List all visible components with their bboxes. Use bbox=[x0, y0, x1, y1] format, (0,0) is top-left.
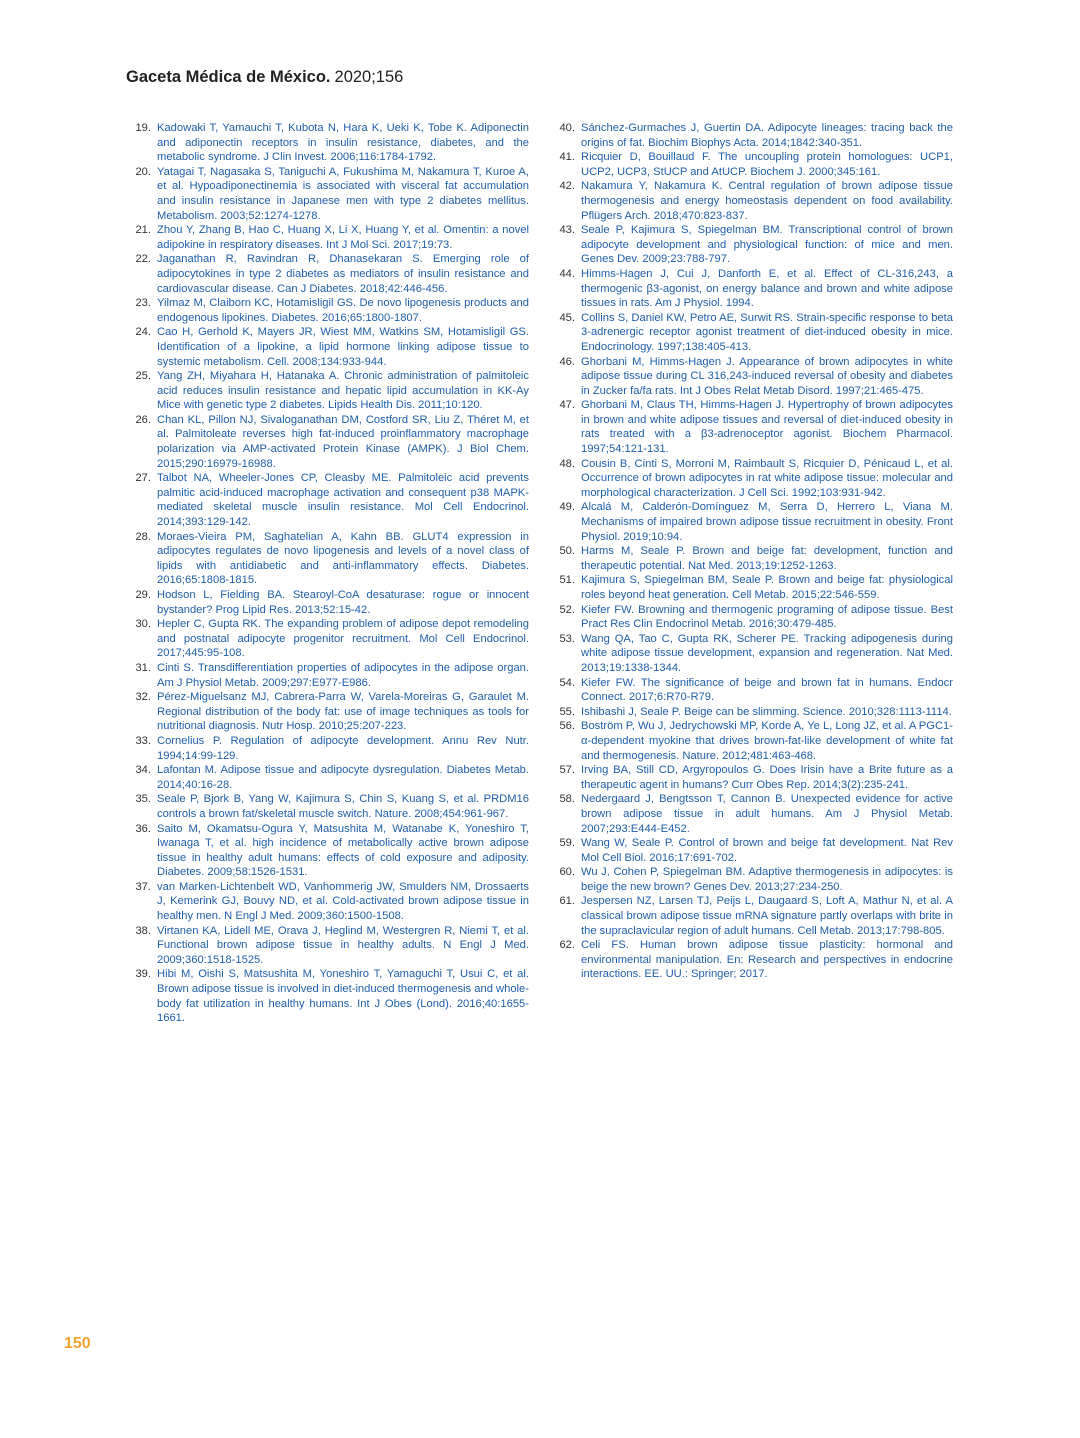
running-header bbox=[126, 68, 403, 87]
reference-item bbox=[133, 121, 529, 165]
reference-item bbox=[557, 603, 953, 632]
reference-number: 53. bbox=[559, 632, 575, 645]
reference-text[interactable]: Irving BA, Still CD, Argyropoulos G. Does Irisin have a Brite future as a therapeutic agent in humans? Curr Obes Rep. 2014;3(2):235-241. bbox=[581, 764, 953, 791]
reference-item bbox=[133, 530, 529, 588]
reference-item bbox=[133, 617, 529, 661]
reference-number: 50. bbox=[559, 545, 575, 558]
reference-item bbox=[133, 967, 529, 1025]
reference-text[interactable]: Ricquier D, Bouillaud F. The uncoupling protein homologues: UCP1, UCP2, UCP3, StUCP and AtUCP. Biochem J. 2000;345:161. bbox=[581, 151, 953, 178]
reference-item bbox=[133, 690, 529, 734]
reference-item bbox=[557, 705, 953, 720]
reference-text[interactable]: Seale P, Bjork B, Yang W, Kajimura S, Chin S, Kuang S, et al. PRDM16 controls a brown fat/skeletal muscle switch. Nature. 2008;454:961-967. bbox=[157, 793, 529, 820]
reference-text[interactable]: Yang ZH, Miyahara H, Hatanaka A. Chronic administration of palmitoleic acid reduces insulin resistance and hepatic lipid accumulation in KK-Ay Mice with genetic type 2 diabetes. Lipids Health Dis. 2011;10:120. bbox=[157, 370, 529, 412]
reference-text[interactable]: Himms-Hagen J, Cui J, Danforth E, et al. Effect of CL-316,243, a thermogenic β3-agonist, on energy balance and brown and white adipose tissues in rats. Am J Physiol. 1994. bbox=[581, 267, 953, 310]
reference-number: 59. bbox=[559, 837, 575, 850]
reference-text[interactable]: Collins S, Daniel KW, Petro AE, Surwit RS. Strain-specific response to beta 3-adrenergic receptor agonist treatment of diet-induced obesity in mice. Endocrinology. 1997;138:405-413. bbox=[581, 311, 953, 353]
reference-text[interactable]: Nedergaard J, Bengtsson T, Cannon B. Unexpected evidence for active brown adipose tissue in adult humans. Am J Physiol Metab. 2007;293:E444-E452. bbox=[581, 793, 953, 835]
reference-number: 39. bbox=[135, 968, 151, 981]
reference-number: 36. bbox=[135, 822, 151, 835]
reference-text[interactable]: Hepler C, Gupta RK. The expanding problem of adipose depot remodeling and postnatal adipocyte progenitor recruitment. Mol Cell Endocrinol. 2017;445:95-108. bbox=[157, 618, 529, 660]
reference-text[interactable]: Cao H, Gerhold K, Mayers JR, Wiest MM, Watkins SM, Hotamisligil GS. Identification of a lipokine, a lipid hormone linking adipose tissue to systemic metabolism. Cell. 2008;134:933-944. bbox=[157, 326, 529, 368]
reference-text[interactable]: Moraes-Vieira PM, Saghatelian A, Kahn BB. GLUT4 expression in adipocytes regulates de novo lipogenesis and levels of a novel class of lipids with antidiabetic and anti-inflammatory effects. Diabetes. 2016;65:1808-1815. bbox=[157, 530, 529, 587]
reference-item bbox=[557, 544, 953, 573]
references-column-left bbox=[133, 121, 529, 1026]
reference-number: 33. bbox=[135, 734, 151, 747]
reference-item bbox=[557, 150, 953, 179]
reference-item bbox=[133, 822, 529, 880]
reference-text[interactable]: Kiefer FW. The significance of beige and brown fat in humans. Endocr Connect. 2017;6:R70-R79. bbox=[581, 676, 953, 704]
reference-item bbox=[557, 632, 953, 676]
reference-number: 56. bbox=[559, 720, 575, 733]
reference-text[interactable]: Wang QA, Tao C, Gupta RK, Scherer PE. Tracking adipogenesis during white adipose tissue development, expansion and regeneration. Nat Med. 2013;19:1338-1344. bbox=[581, 632, 953, 674]
reference-number: 25. bbox=[135, 370, 151, 383]
reference-number: 60. bbox=[559, 866, 575, 879]
reference-number: 35. bbox=[135, 793, 151, 806]
reference-item bbox=[133, 296, 529, 325]
reference-item bbox=[133, 223, 529, 252]
reference-item bbox=[133, 588, 529, 617]
reference-text[interactable]: Yatagai T, Nagasaka S, Taniguchi A, Fukushima M, Nakamura T, Kuroe A, et al. Hypoadiponectinemia is associated with visceral fat accumulation and insulin resistance in Japanese men with type 2 diabetes mellitus. Metabolism. 2003;52:1274-1278. bbox=[157, 165, 529, 222]
reference-number: 49. bbox=[559, 501, 575, 514]
reference-text[interactable]: Pérez-Miguelsanz MJ, Cabrera-Parra W, Varela-Moreiras G, Garaulet M. Regional distribution of the body fat: use of image techniques as tools for nutritional diagnosis. Nutr Hosp. 2010;25:207-223. bbox=[157, 691, 529, 733]
reference-item bbox=[133, 880, 529, 924]
reference-item bbox=[557, 719, 953, 763]
page-number: 150 bbox=[64, 1335, 91, 1352]
reference-text[interactable]: Ghorbani M, Claus TH, Himms-Hagen J. Hypertrophy of brown adipocytes in brown and white adipose tissues and reversal of diet-induced obesity in rats treated with a β3-adrenoceptor agonist. Biochem Pharmacol. 1997;54:121-131. bbox=[581, 399, 953, 456]
reference-number: 62. bbox=[559, 939, 575, 952]
reference-item bbox=[557, 355, 953, 399]
reference-number: 19. bbox=[135, 122, 151, 134]
reference-item bbox=[133, 325, 529, 369]
reference-number: 30. bbox=[135, 618, 151, 631]
reference-item bbox=[557, 179, 953, 223]
reference-text[interactable]: Lafontan M. Adipose tissue and adipocyte dysregulation. Diabetes Metab. 2014;40:16-28. bbox=[157, 764, 529, 791]
reference-number: 51. bbox=[559, 574, 575, 587]
reference-item bbox=[133, 792, 529, 821]
reference-item bbox=[557, 500, 953, 544]
reference-item bbox=[557, 267, 953, 311]
reference-number: 24. bbox=[135, 326, 151, 339]
reference-number: 32. bbox=[135, 691, 151, 704]
journal-title: Gaceta Médica de México. bbox=[126, 68, 331, 86]
reference-text[interactable]: Jaganathan R, Ravindran R, Dhanasekaran S. Emerging role of adipocytokines in type 2 diabetes as mediators of insulin resistance and cardiovascular disease. Can J Diabetes. 2018;42:446-456. bbox=[157, 253, 529, 295]
reference-number: 29. bbox=[135, 589, 151, 601]
reference-item bbox=[133, 413, 529, 471]
reference-text[interactable]: Hibi M, Oishi S, Matsushita M, Yoneshiro T, Yamaguchi T, Usui C, et al. Brown adipose tissue is involved in diet-induced thermogenesis and whole-body fat utilization in healthy humans. Int J Obes (Lond). 2016;40:1655-1661. bbox=[157, 968, 529, 1025]
reference-text[interactable]: Kajimura S, Spiegelman BM, Seale P. Brown and beige fat: physiological roles beyond heat generation. Cell Metab. 2015;22:546-559. bbox=[581, 574, 953, 601]
reference-number: 41. bbox=[559, 151, 575, 164]
reference-number: 31. bbox=[135, 661, 151, 674]
reference-item bbox=[557, 457, 953, 501]
reference-text[interactable]: Nakamura Y, Nakamura K. Central regulation of brown adipose tissue thermogenesis and energy homeostasis dependent on food availability. Pflügers Arch. 2018;470:823-837. bbox=[581, 180, 953, 222]
reference-number: 20. bbox=[135, 165, 151, 178]
reference-number: 34. bbox=[135, 764, 151, 777]
reference-item bbox=[133, 252, 529, 296]
reference-text[interactable]: Harms M, Seale P. Brown and beige fat: development, function and therapeutic potential. Nat Med. 2013;19:1252-1263. bbox=[581, 545, 953, 572]
reference-number: 21. bbox=[135, 224, 151, 237]
reference-number: 44. bbox=[559, 267, 575, 280]
reference-item bbox=[133, 369, 529, 413]
reference-item bbox=[557, 398, 953, 456]
reference-item bbox=[133, 165, 529, 223]
reference-text[interactable]: Chan KL, Pillon NJ, Sivaloganathan DM, Costford SR, Liu Z, Théret M, et al. Palmitoleate reverses high fat-induced proinflammatory macrophage polarization via AMP-activated Protein Kinase (AMPK). J Biol Chem. 2015;290:16979-16988. bbox=[157, 413, 529, 470]
reference-number: 38. bbox=[135, 924, 151, 937]
reference-item bbox=[557, 938, 953, 982]
reference-text[interactable]: Cornelius P. Regulation of adipocyte development. Annu Rev Nutr. 1994;14:99-129. bbox=[157, 734, 529, 762]
reference-text[interactable]: Virtanen KA, Lidell ME, Orava J, Heglind M, Westergren R, Niemi T, et al. Functional brown adipose tissue in healthy adults. N Engl J Med. 2009;360:1518-1525. bbox=[157, 924, 529, 966]
reference-number: 42. bbox=[559, 180, 575, 193]
reference-number: 27. bbox=[135, 472, 151, 485]
reference-item bbox=[557, 676, 953, 705]
reference-number: 52. bbox=[559, 603, 575, 616]
reference-number: 46. bbox=[559, 355, 575, 368]
reference-number: 47. bbox=[559, 399, 575, 412]
reference-number: 43. bbox=[559, 224, 575, 237]
reference-text[interactable]: Cousin B, Cinti S, Morroni M, Raimbault S, Ricquier D, Pénicaud L, et al. Occurrence of brown adipocytes in rat white adipose tissue: molecular and morphological characterization. J Cell Sci. 1992;103:931-942. bbox=[581, 457, 953, 499]
reference-item bbox=[133, 471, 529, 529]
reference-text[interactable]: Talbot NA, Wheeler-Jones CP, Cleasby ME. Palmitoleic acid prevents palmitic acid-induced macrophage activation and consequent p38 MAPK-mediated skeletal muscle insulin resistance. Mol Cell Endocrinol. 2014;393:129-142. bbox=[157, 472, 529, 529]
reference-text[interactable]: Yilmaz M, Claiborn KC, Hotamisligil GS. De novo lipogenesis products and endogenous lipokines. Diabetes. 2016;65:1800-1807. bbox=[157, 297, 529, 324]
reference-text[interactable]: Ghorbani M, Himms-Hagen J. Appearance of brown adipocytes in white adipose tissue during CL 316,243-induced reversal of obesity and diabetes in Zucker fa/fa rats. Int J Obes Relat Metab Disord. 1997;21:465-475. bbox=[581, 355, 953, 397]
reference-item bbox=[557, 894, 953, 938]
reference-number: 37. bbox=[135, 880, 151, 893]
reference-item bbox=[557, 792, 953, 836]
reference-text[interactable]: Seale P, Kajimura S, Spiegelman BM. Transcriptional control of brown adipocyte development and physiological function: of mice and men. Genes Dev. 2009;23:788-797. bbox=[581, 224, 953, 266]
reference-number: 58. bbox=[559, 793, 575, 806]
reference-text[interactable]: Wang W, Seale P. Control of brown and beige fat development. Nat Rev Mol Cell Biol. 2016;17:691-702. bbox=[581, 837, 953, 864]
reference-number: 54. bbox=[559, 676, 575, 689]
reference-number: 22. bbox=[135, 253, 151, 266]
reference-number: 55. bbox=[559, 705, 575, 718]
reference-number: 45. bbox=[559, 311, 575, 324]
reference-number: 26. bbox=[135, 413, 151, 426]
reference-number: 48. bbox=[559, 457, 575, 470]
reference-text[interactable]: Zhou Y, Zhang B, Hao C, Huang X, Li X, Huang Y, et al. Omentin: a novel adipokine in respiratory diseases. Int J Mol Sci. 2017;19:73. bbox=[157, 224, 529, 251]
reference-item bbox=[557, 121, 953, 150]
reference-text[interactable]: Alcalá M, Calderón-Domínguez M, Serra D, Herrero L, Viana M. Mechanisms of impaired brown adipose tissue recruitment in obesity. Front Physiol. 2019;10:94. bbox=[581, 501, 953, 543]
reference-item bbox=[133, 734, 529, 763]
reference-text[interactable]: Kiefer FW. Browning and thermogenic programing of adipose tissue. Best Pract Res Clin Endocrinol Metab. 2016;30:479-485. bbox=[581, 603, 953, 631]
reference-item bbox=[557, 223, 953, 267]
reference-number: 57. bbox=[559, 764, 575, 777]
reference-text[interactable]: Jespersen NZ, Larsen TJ, Peijs L, Daugaard S, Loft A, Mathur N, et al. A classical brown adipose tissue mRNA signature partly overlaps with brite in the supraclavicular region of adult humans. Cell Metab. 2013;17:798-805. bbox=[581, 895, 953, 937]
reference-text[interactable]: Sánchez-Gurmaches J, Guertin DA. Adipocyte lineages: tracing back the origins of fat. Biochim Biophys Acta. 2014;1842:340-351. bbox=[581, 122, 953, 149]
reference-text[interactable]: Ishibashi J, Seale P. Beige can be slimming. Science. 2010;328:1113-1114. bbox=[581, 705, 952, 718]
reference-number: 23. bbox=[135, 297, 151, 310]
references-column-right bbox=[557, 121, 953, 982]
reference-item bbox=[133, 661, 529, 690]
reference-item bbox=[133, 763, 529, 792]
reference-number: 40. bbox=[559, 122, 575, 134]
reference-text[interactable]: Wu J, Cohen P, Spiegelman BM. Adaptive thermogenesis in adipocytes: is beige the new brown? Genes Dev. 2013;27:234-250. bbox=[581, 866, 953, 893]
reference-item bbox=[557, 311, 953, 355]
reference-text[interactable]: Saito M, Okamatsu-Ogura Y, Matsushita M, Watanabe K, Yoneshiro T, Iwanaga T, et al. high incidence of metabolically active brown adipose tissue in healthy adult humans: effects of cold exposure and adiposity. Diabetes. 2009;58:1526-1531. bbox=[157, 822, 529, 879]
reference-text[interactable]: Cinti S. Transdifferentiation properties of adipocytes in the adipose organ. Am J Physiol Metab. 2009;297:E977-E986. bbox=[157, 661, 529, 689]
reference-item bbox=[557, 836, 953, 865]
journal-year-volume: 2020;156 bbox=[334, 68, 404, 86]
reference-item bbox=[133, 924, 529, 968]
reference-item bbox=[557, 573, 953, 602]
reference-text[interactable]: Hodson L, Fielding BA. Stearoyl-CoA desaturase: rogue or innocent bystander? Prog Lipid Res. 2013;52:15-42. bbox=[157, 589, 529, 616]
reference-item bbox=[557, 865, 953, 894]
reference-text[interactable]: Kadowaki T, Yamauchi T, Kubota N, Hara K, Ueki K, Tobe K. Adiponectin and adiponectin receptors in insulin resistance, diabetes, and the metabolic syndrome. J Clin Invest. 2006;116:1784-1792. bbox=[157, 122, 529, 164]
reference-number: 28. bbox=[135, 530, 151, 543]
reference-text[interactable]: Celi FS. Human brown adipose tissue plasticity: hormonal and environmental manipulation. En: Research and perspectives in endocrine interactions. EE. UU.: Springer; 2017. bbox=[581, 939, 953, 981]
reference-text[interactable]: van Marken-Lichtenbelt WD, Vanhommerig JW, Smulders NM, Drossaerts J, Kemerink GJ, Bouvy ND, et al. Cold-activated brown adipose tissue in healthy men. N Engl J Med. 2009;360:1500-1508. bbox=[157, 880, 529, 923]
reference-number: 61. bbox=[559, 895, 575, 908]
reference-text[interactable]: Boström P, Wu J, Jedrychowski MP, Korde A, Ye L, Long JZ, et al. A PGC1-α-dependent myokine that drives brown-fat-like development of white fat and thermogenesis. Nature. 2012;481:463-468. bbox=[581, 720, 953, 762]
reference-item bbox=[557, 763, 953, 792]
